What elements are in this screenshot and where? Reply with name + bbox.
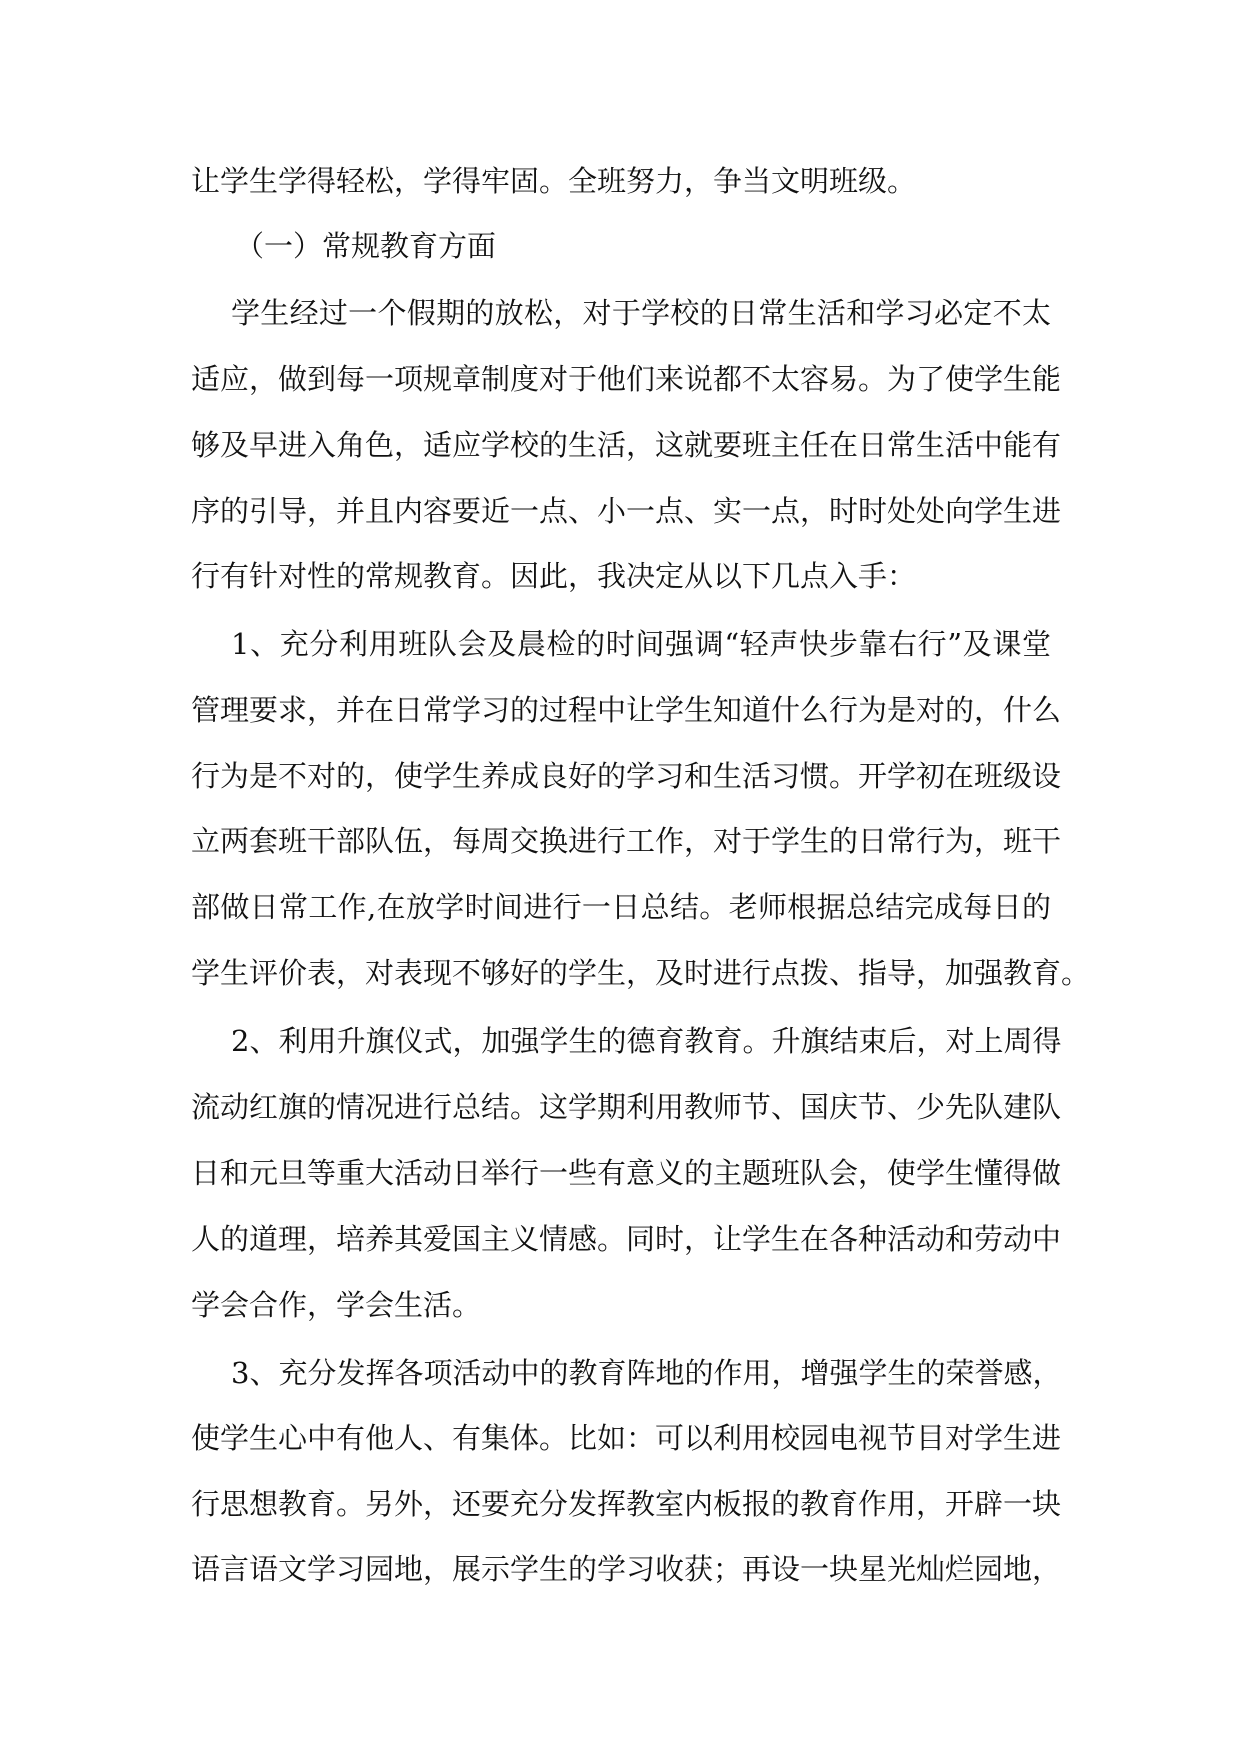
paragraph-line: [0, 746, 1241, 806]
paragraph-line: [0, 151, 1241, 211]
paragraph-line: [0, 1408, 1241, 1468]
line-text: 学生经过一个假期的放松，对于学校的日常生活和学习必定不太: [231, 296, 1051, 330]
paragraph-line: [0, 415, 1241, 475]
line-text: 学生评价表，对表现不够好的学生，及时进行点拨、指导，加强教育。: [191, 956, 1091, 990]
paragraph-line: [0, 1275, 1241, 1335]
line-text: 3、充分发挥各项活动中的教育阵地的作用，增强学生的荣誉感，: [231, 1356, 1062, 1390]
line-text: 部做日常工作,在放学时间进行一日总结。老师根据总结完成每日的: [191, 890, 1051, 924]
line-text: 行思想教育。另外，还要充分发挥教室内板报的教育作用，开辟一块: [191, 1487, 1062, 1521]
line-text: 管理要求，并在日常学习的过程中让学生知道什么行为是对的，什么: [191, 693, 1062, 727]
paragraph-line: [0, 546, 1241, 606]
line-text: 行为是不对的，使学生养成良好的学习和生活习惯。开学初在班级设: [191, 759, 1062, 793]
paragraph-line: [0, 614, 1241, 674]
line-text: 立两套班干部队伍，每周交换进行工作，对于学生的日常行为，班干: [191, 824, 1062, 858]
paragraph-line: [0, 1077, 1241, 1137]
paragraph-line: [0, 943, 1241, 1003]
paragraph-line: [0, 680, 1241, 740]
paragraph-line: [0, 1343, 1241, 1403]
heading-text: （一）常规教育方面: [235, 229, 497, 263]
line-text: 1、充分利用班队会及晨检的时间强调“轻声快步靠右行”及课堂: [231, 627, 1051, 661]
paragraph-line: [0, 283, 1241, 343]
line-text: 语言语文学习园地，展示学生的学习收获；再设一块星光灿烂园地，: [191, 1552, 1062, 1586]
line-text: 行有针对性的常规教育。因此，我决定从以下几点入手：: [191, 559, 917, 593]
paragraph-line: [0, 481, 1241, 541]
line-text: 2、利用升旗仪式，加强学生的德育教育。升旗结束后，对上周得: [231, 1024, 1062, 1058]
section-heading: [0, 216, 1241, 276]
line-text: 人的道理，培养其爱国主义情感。同时，让学生在各种活动和劳动中: [191, 1222, 1062, 1256]
line-text: 序的引导，并且内容要近一点、小一点、实一点，时时处处向学生进: [191, 494, 1062, 528]
line-text: 日和元旦等重大活动日举行一些有意义的主题班队会，使学生懂得做: [191, 1156, 1062, 1190]
line-text: 让学生学得轻松，学得牢固。全班努力，争当文明班级。: [191, 164, 917, 198]
paragraph-line: [0, 811, 1241, 871]
line-text: 学会合作，学会生活。: [191, 1288, 482, 1322]
line-text: 使学生心中有他人、有集体。比如：可以利用校园电视节目对学生进: [191, 1421, 1062, 1455]
paragraph-line: [0, 1209, 1241, 1269]
paragraph-line: [0, 349, 1241, 409]
line-text: 流动红旗的情况进行总结。这学期利用教师节、国庆节、少先队建队: [191, 1090, 1062, 1124]
line-text: 适应，做到每一项规章制度对于他们来说都不太容易。为了使学生能: [191, 362, 1062, 396]
paragraph-line: [0, 1011, 1241, 1071]
paragraph-line: [0, 877, 1241, 937]
paragraph-line: [0, 1143, 1241, 1203]
paragraph-line: [0, 1539, 1241, 1599]
line-text: 够及早进入角色，适应学校的生活，这就要班主任在日常生活中能有: [191, 428, 1062, 462]
paragraph-line: [0, 1474, 1241, 1534]
